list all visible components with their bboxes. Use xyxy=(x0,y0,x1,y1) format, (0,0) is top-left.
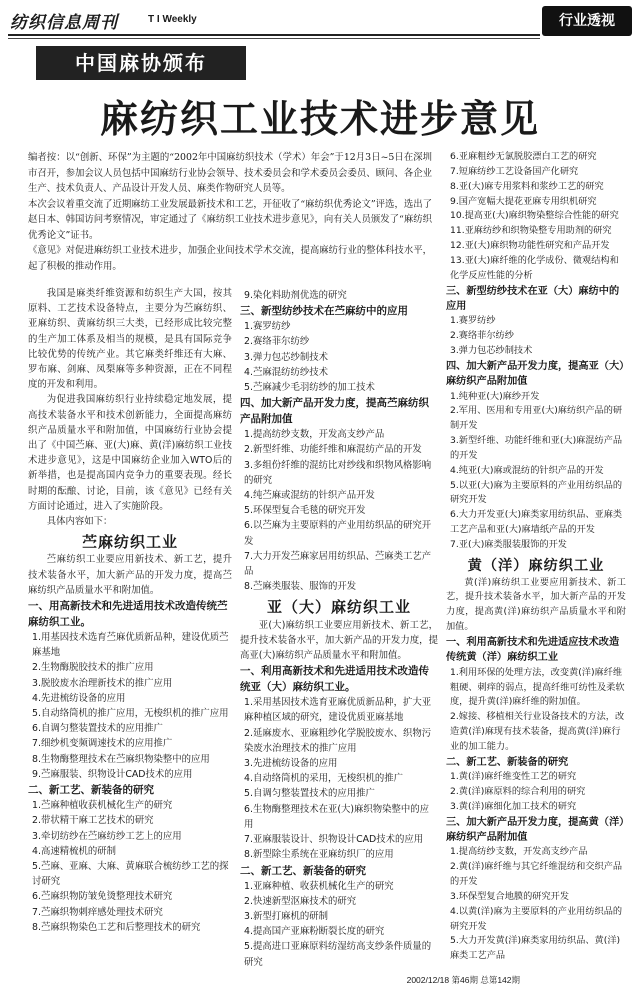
masthead-rule-thin xyxy=(8,38,540,39)
editor-note-para: 《意见》对促进麻纺织工业技术进步，加强企业间技术学术交流，提高麻纺行业的整体科技水平，起了积极的推动作用。 xyxy=(28,245,432,272)
subsection-heading: 一、利用高新技术和先进适应技术改造传统黄（洋）麻纺织工业 xyxy=(446,637,620,664)
list-item: 4.自动络筒机的采用，无梭织机的推广 xyxy=(244,773,403,785)
list-item: 12.亚(大)麻织物功能性研究和产品开发 xyxy=(450,240,610,252)
list-item: 5.自调匀整装置技术的应用推广 xyxy=(244,788,375,800)
kicker-banner: 中国麻协颁布 xyxy=(36,46,246,80)
list-item: 3.脱胶废水治理新技术的推广应用 xyxy=(32,677,173,689)
list-item: 4.先进梳纺设备的应用 xyxy=(32,692,126,704)
list-item: 3.新型打麻机的研制 xyxy=(244,910,328,922)
list-item: 1.采用基因技术选育亚麻优质新品种，扩大亚麻种植区域的研究，建设优质亚麻基地 xyxy=(244,697,432,724)
subsection-heading: 四、加大新产品开发力度，提高苎麻纺织产品附加值 xyxy=(240,397,429,426)
list-item: 4.提高国产亚麻粉断裂长度的研究 xyxy=(244,926,385,938)
list-item: 7.短麻纺纱工艺设备国产化研究 xyxy=(450,165,579,177)
list-item: 6.大力开发亚(大)麻类家用纺织品、亚麻类工艺产品和亚(大)麻墙纸产品的开发 xyxy=(450,509,623,536)
list-item: 8.苎麻织物染色工艺和后整理技术的研究 xyxy=(32,921,201,933)
section-heading: 苎麻纺织工业 xyxy=(81,533,178,552)
list-item: 7.亚(大)麻类服装服饰的开发 xyxy=(450,538,567,550)
section-heading: 黄（洋）麻纺织工业 xyxy=(467,557,605,574)
list-item: 13.亚(大)麻纤维的化学成份、微观结构和化学反应性能的分析 xyxy=(450,254,619,281)
list-item: 5.苎麻、亚麻、大麻、黄麻联合梳纺纱工艺的探讨研究 xyxy=(32,860,229,888)
list-item: 3.多组份纤维的混纺比对纱线和织物风格影响的研究 xyxy=(244,459,432,486)
list-item: 2.延麻废水、亚麻粗纱化学脱胶废水、织物污染废水治理技术的推广应用 xyxy=(244,727,432,754)
list-item: 5.以亚(大)麻为主要原料的产业用纺织品的研究开发 xyxy=(450,479,623,506)
list-item: 2.快速新型沤麻技术的研究 xyxy=(244,895,357,907)
list-item: 9.染化料助剂优选的研究 xyxy=(244,290,347,301)
list-item: 7.细纱机变频调速技术的应用推广 xyxy=(32,738,173,750)
list-item: 3.先进梳纺设备的应用 xyxy=(244,758,338,770)
list-item: 7.苎麻织物刺痒感处理技术研究 xyxy=(32,906,163,918)
issue-footer: 2002/12/18 第46期 总第142期 xyxy=(406,975,520,985)
subsection-heading: 二、新工艺、新装备的研究 xyxy=(446,756,569,768)
list-item: 5.环保型复合毛毯的研究开发 xyxy=(244,505,366,517)
list-item: 6.以苎麻为主要原料的产业用纺织品的研究开发 xyxy=(244,520,432,547)
editor-note-para: 本次会议着重交流了近期麻纺工业发展最新技术和工艺，开征收了“麻纺织优秀论文”评选，选出了赵日本、韩国访问考察情况，审定通过了《麻纺织工业技术进步意见》，向有关人员颁发了“麻纺织优秀论文”证书。 xyxy=(28,198,432,241)
masthead xyxy=(0,0,640,44)
list-item: 2.赛络菲尔纺纱 xyxy=(450,330,514,342)
editor-note xyxy=(28,150,432,274)
list-item: 3.黄(洋)麻细化加工技术的研究 xyxy=(450,800,577,812)
list-item: 1.用基因技术选育苎麻优质新品种，建设优质苎麻基地 xyxy=(32,632,229,659)
list-item: 1.纯种亚(大)麻纱开发 xyxy=(450,390,540,402)
list-item: 4.纯苎麻或混纺的针织产品开发 xyxy=(244,490,375,502)
list-item: 6.自调匀整装置技术的应用推广 xyxy=(32,723,163,735)
body-paragraph: 具体内容如下： xyxy=(46,516,113,528)
subsection-heading: 一、利用高新技术和先进适用技术改造传统亚（大）麻纺织工业。 xyxy=(240,665,429,694)
subsection-heading: 四、加大新产品开发力度，提高亚（大）麻纺织产品附加值 xyxy=(446,360,625,388)
column-middle xyxy=(240,288,438,970)
list-item: 2.生物酶脱胶技术的推广应用 xyxy=(32,662,154,674)
list-item: 5.自动络筒机的推广应用，无梭织机的推广应用 xyxy=(32,708,229,720)
publication-brand: 纺织信息周刊 xyxy=(10,13,118,33)
list-item: 3.新型纤维、功能纤维和亚(大)麻混纺产品的开发 xyxy=(450,435,623,461)
list-item: 2.新型纤维、功能纤维和麻混纺产品的开发 xyxy=(244,444,422,456)
list-item: 1.苎麻种植收获机械化生产的研究 xyxy=(32,800,173,812)
subsection-heading: 三、加大新产品开发力度，提高黄（洋）麻纺织产品附加值 xyxy=(446,816,625,843)
section-heading: 亚（大）麻纺织工业 xyxy=(266,598,411,617)
list-item: 2.黄(洋)麻纤维与其它纤维混纺和交织产品的开发 xyxy=(450,861,623,887)
list-item: 8.苎麻类服装、服饰的开发 xyxy=(244,581,357,593)
column-right xyxy=(446,150,626,964)
list-item: 9.苎麻服装、织物设计CAD技术的应用 xyxy=(32,768,193,780)
subsection-heading: 三、新型纺纱技术在苎麻纺中的应用 xyxy=(240,305,408,318)
editor-note-para: 编者按：以“创新、环保”为主题的“2002年中国麻纺织技术（学术）年会”于12月3日~5日在深圳市召开，参加会议人员包括中国麻纺行业协会领导、技术委员会和学术委员会委员、顾问、各企业生产、技术负责人、产品设计开发人员、麻类作物研究人员等。 xyxy=(28,152,432,194)
publication-weekly: T I Weekly xyxy=(148,14,197,25)
article-title: 麻纺织工业技术进步意见 xyxy=(99,96,540,141)
subsection-heading: 一、用高新技术和先进适用技术改造传统苎麻纺织工业。 xyxy=(28,600,228,629)
list-item: 5.苎麻减少毛羽纺纱的加工技术 xyxy=(244,382,375,394)
list-item: 10.提高亚(大)麻织物染整综合性能的研究 xyxy=(450,210,619,222)
body-paragraph: 为促进我国麻纺织行业持续稳定地发展，提高技术装备水平和技术创新能力，全面提高麻纺织产品质量水平和附加值，中国麻纺行业协会提出了《中国苎麻、亚(大)麻、黄(洋)麻纺织工业技术进步意见》，这是中国麻纺企业加入WTO后的新举措，也是提高国内竞争力的重要表现。经长时期的酝酿、讨论，目前，该《意见》已经有关方面讨论通过，进入了实施阶段。 xyxy=(28,394,232,512)
list-item: 4.纯亚(大)麻或混纺的针织产品的开发 xyxy=(450,464,604,476)
column-left xyxy=(28,286,232,935)
list-item: 1.赛罗纺纱 xyxy=(244,321,291,333)
section-label: 行业透视 xyxy=(542,6,632,36)
section-intro: 黄(洋)麻纺织工业要应用新技术、新工艺，提升技术装备水平，加大新产品的开发力度，提高黄(洋)麻纺织产品质量水平和附加值。 xyxy=(446,576,626,633)
list-item: 3.牵切纺纱在苎麻纺纱工艺上的应用 xyxy=(32,830,182,842)
section-intro: 苎麻纺织工业要应用新技术、新工艺，提升技术装备水平，加大新产品的开发力度，提高苎麻纺织产品质量水平和附加值。 xyxy=(28,554,232,596)
list-item: 3.环保型复合地膜的研究开发 xyxy=(450,890,570,902)
list-item: 8.生物酶整理技术在苎麻织物染整中的应用 xyxy=(32,753,210,765)
list-item: 7.亚麻服装设计、织物设计CAD技术的应用 xyxy=(244,834,424,846)
list-item: 9.国产宽幅大提花亚麻专用织机研究 xyxy=(450,195,597,207)
list-item: 1.亚麻种植、收获机械化生产的研究 xyxy=(244,880,394,892)
list-item: 4.以黄(洋)麻为主要原料的产业用纺织品的研究开发 xyxy=(450,905,623,932)
list-item: 2.军用、医用和专用亚(大)麻纺织产品的研制开发 xyxy=(450,405,623,432)
list-item: 6.生物酶整理技术在亚(大)麻织物染整中的应用 xyxy=(244,803,430,830)
list-item: 1.利用环保的处理方法，改变黄(洋)麻纤维粗硬、刺痒的弱点，提高纤维可纺性及柔软度，提升黄(洋)麻纤维的附加值。 xyxy=(450,666,625,708)
list-item: 4.苎麻混纺纺纱技术 xyxy=(244,366,328,378)
list-item: 3.弹力包芯纱制技术 xyxy=(244,351,328,363)
list-item: 1.黄(洋)麻纤维变性工艺的研究 xyxy=(450,771,577,783)
list-item: 8.新型除尘系统在亚麻纺织厂的应用 xyxy=(244,849,394,861)
subsection-heading: 二、新工艺、新装备的研究 xyxy=(28,784,154,797)
list-item: 5.大力开发黄(洋)麻类家用纺织品、黄(洋)麻类工艺产品 xyxy=(450,935,621,962)
list-item: 6.苎麻织物防皱免烫整理技术研究 xyxy=(32,891,173,903)
list-item: 2.带状精干麻工艺技术的研究 xyxy=(32,815,154,827)
list-item: 2.黄(洋)麻原料的综合利用的研究 xyxy=(450,785,586,797)
section-intro: 亚(大)麻纺织工业要应用新技术、新工艺，提升技术装备水平，加大新产品的开发力度，提高亚(大)麻纺织产品质量水平和附加值。 xyxy=(240,619,438,662)
subsection-heading: 三、新型纺纱技术在亚（大）麻纺中的应用 xyxy=(446,285,620,312)
list-item: 6.亚麻粗纱无氯脱胶漂白工艺的研究 xyxy=(450,151,597,162)
list-item: 1.赛罗纺纱 xyxy=(450,315,496,327)
list-item: 11.亚麻纺纱和织物染整专用助剂的研究 xyxy=(450,225,612,237)
list-item: 1.提高纺纱支数，开发高支纱产品 xyxy=(450,846,588,858)
list-item: 4.高速精梳机的研制 xyxy=(32,845,116,857)
subsection-heading: 二、新工艺、新装备的研究 xyxy=(240,864,366,877)
body-paragraph: 我国是麻类纤维资源和纺织生产大国，按其原料、工艺技术设备特点，主要分为苎麻纺织、亚麻纺织、黄麻纺织三大类，已经形成比较完整的生产加工体系及相当的规模，是具有国际竞争比较优势的传统产业。其它麻类纤维还有大麻、罗布麻、剑麻、凤梨麻等多种资源，正在不同程度的开发和利用。 xyxy=(28,288,232,391)
list-item: 2.赛络菲尔纺纱 xyxy=(244,336,310,348)
list-item: 7.大力开发苎麻家居用纺织品、苎麻类工艺产品 xyxy=(244,550,432,578)
list-item: 5.提高进口亚麻原料纺湿纺高支纱条件质量的研究 xyxy=(244,941,432,968)
list-item: 2.嫁接、移植相关行业设备技术的方法，改造黄(洋)麻现有技术装备，提高黄(洋)麻行业的加工能力。 xyxy=(450,711,625,752)
list-item: 8.亚(大)麻专用浆料和浆纱工艺的研究 xyxy=(450,180,604,192)
masthead-rule xyxy=(8,34,540,36)
list-item: 3.弹力包芯纱制技术 xyxy=(450,344,533,356)
list-item: 1.提高纺纱支数，开发高支纱产品 xyxy=(244,429,385,441)
